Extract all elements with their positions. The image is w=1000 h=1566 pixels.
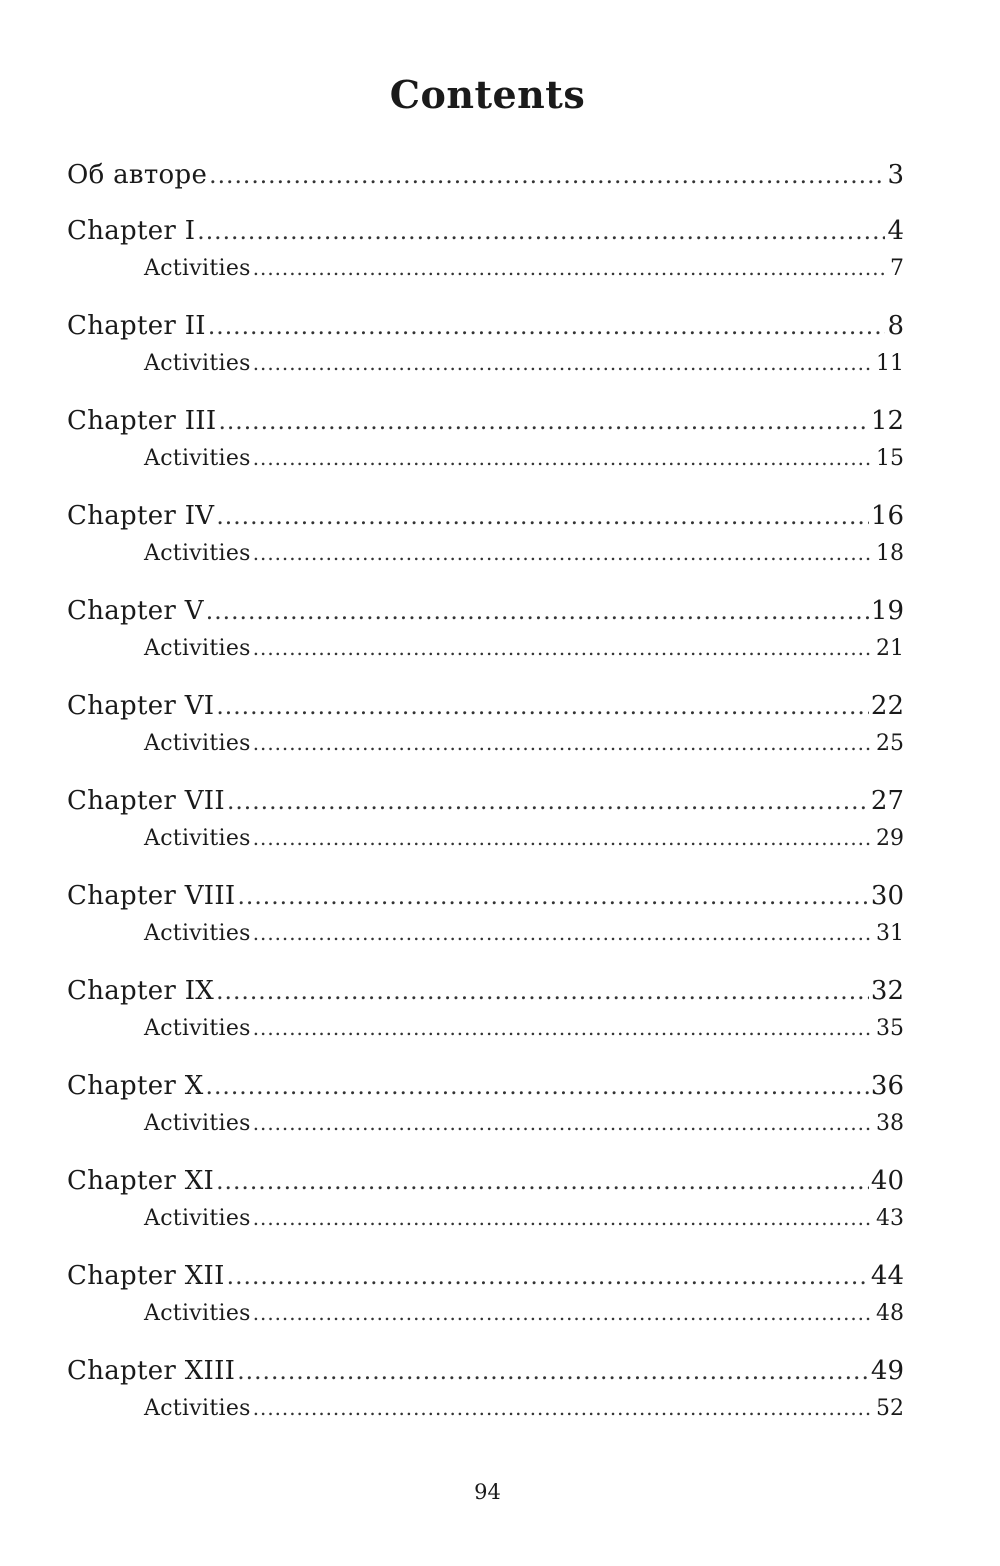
toc-subentry-label: Activities [144, 921, 251, 946]
dot-leader [253, 732, 874, 755]
toc-subentry-page-number: 7 [890, 256, 904, 281]
dot-leader [227, 787, 869, 815]
toc-entry[interactable] [67, 311, 904, 351]
toc-subentry[interactable] [67, 1206, 904, 1242]
toc-entry[interactable] [67, 1261, 904, 1301]
toc-subentry[interactable] [67, 1111, 904, 1147]
toc-entry-label: Chapter VI [67, 691, 215, 721]
toc-entry-page-number: 44 [870, 1261, 904, 1291]
toc-entry[interactable] [67, 881, 904, 921]
toc-group [67, 216, 904, 292]
dot-leader [253, 257, 888, 280]
dot-leader [208, 312, 886, 340]
toc-entry-page-number: 30 [870, 881, 904, 911]
dot-leader [253, 827, 874, 850]
dot-leader [206, 1072, 869, 1100]
toc-entry-label: Chapter XII [67, 1261, 225, 1291]
toc-entry-page-number: 16 [870, 501, 904, 531]
toc-entry[interactable] [67, 691, 904, 731]
toc-entry-label: Chapter II [67, 311, 206, 341]
dot-leader [216, 502, 869, 530]
toc-subentry-label: Activities [144, 541, 251, 566]
dot-leader [216, 1167, 869, 1195]
toc-subentry-page-number: 29 [876, 826, 904, 851]
dot-leader [253, 447, 874, 470]
toc-subentry-label: Activities [144, 256, 251, 281]
toc-group [67, 1071, 904, 1147]
toc-entry-page-number: 19 [870, 596, 904, 626]
toc-group [67, 786, 904, 862]
toc-entry[interactable] [67, 501, 904, 541]
toc-entry[interactable] [67, 976, 904, 1016]
toc-group [67, 1356, 904, 1432]
toc-subentry-label: Activities [144, 1396, 251, 1421]
dot-leader [253, 352, 874, 375]
toc-subentry[interactable] [67, 636, 904, 672]
toc-subentry-page-number: 52 [876, 1396, 904, 1421]
toc-entry-label: Chapter I [67, 216, 196, 246]
toc-subentry-page-number: 11 [876, 351, 904, 376]
toc-subentry-page-number: 43 [876, 1206, 904, 1231]
dot-leader [197, 217, 885, 245]
toc-subentry-label: Activities [144, 351, 251, 376]
toc-entry-label: Об авторе [67, 160, 208, 190]
toc-entry-page-number: 22 [870, 691, 904, 721]
toc-entry-page-number: 12 [870, 406, 904, 436]
dot-leader [227, 1262, 869, 1290]
dot-leader [253, 1302, 874, 1325]
toc-entry-page-number: 49 [870, 1356, 904, 1386]
toc-subentry-page-number: 38 [876, 1111, 904, 1136]
toc-group [67, 160, 904, 200]
toc-entry[interactable] [67, 596, 904, 636]
toc-subentry-page-number: 48 [876, 1301, 904, 1326]
toc-entry-label: Chapter IX [67, 976, 215, 1006]
toc-subentry-page-number: 35 [876, 1016, 904, 1041]
toc-entry-label: Chapter III [67, 406, 217, 436]
toc-entry-page-number: 4 [887, 216, 904, 246]
toc-subentry-page-number: 15 [876, 446, 904, 471]
toc-subentry[interactable] [67, 541, 904, 577]
dot-leader [253, 922, 874, 945]
dot-leader [253, 1017, 874, 1040]
toc-entry-page-number: 3 [887, 160, 904, 190]
toc-group [67, 1166, 904, 1242]
table-of-contents [67, 160, 904, 1451]
toc-entry-label: Chapter IV [67, 501, 215, 531]
toc-entry[interactable] [67, 406, 904, 446]
toc-subentry-label: Activities [144, 731, 251, 756]
dot-leader [238, 882, 869, 910]
dot-leader [253, 637, 874, 660]
toc-entry-page-number: 32 [870, 976, 904, 1006]
toc-entry-label: Chapter V [67, 596, 204, 626]
toc-entry-label: Chapter VII [67, 786, 225, 816]
dot-leader [206, 597, 869, 625]
toc-group [67, 406, 904, 482]
dot-leader [253, 1207, 874, 1230]
toc-entry[interactable] [67, 1356, 904, 1396]
toc-subentry-label: Activities [144, 1206, 251, 1231]
toc-subentry-page-number: 18 [876, 541, 904, 566]
toc-subentry[interactable] [67, 1301, 904, 1337]
toc-group [67, 881, 904, 957]
dot-leader [237, 1357, 869, 1385]
toc-group [67, 1261, 904, 1337]
toc-entry[interactable] [67, 160, 904, 200]
dot-leader [216, 977, 869, 1005]
toc-entry-page-number: 36 [870, 1071, 904, 1101]
toc-subentry[interactable] [67, 826, 904, 862]
toc-entry[interactable] [67, 216, 904, 256]
toc-entry-page-number: 40 [870, 1166, 904, 1196]
toc-group [67, 501, 904, 577]
toc-subentry-label: Activities [144, 826, 251, 851]
toc-subentry[interactable] [67, 731, 904, 767]
toc-subentry[interactable] [67, 1016, 904, 1052]
dot-leader [253, 1112, 874, 1135]
toc-subentry[interactable] [67, 351, 904, 387]
toc-entry[interactable] [67, 786, 904, 826]
toc-subentry-label: Activities [144, 1111, 251, 1136]
page-title: Contents [389, 72, 586, 117]
toc-group [67, 976, 904, 1052]
toc-entry[interactable] [67, 1071, 904, 1111]
toc-subentry[interactable] [67, 256, 904, 292]
toc-entry-label: Chapter X [67, 1071, 204, 1101]
toc-group [67, 311, 904, 387]
toc-subentry-label: Activities [144, 1301, 251, 1326]
toc-subentry-page-number: 21 [876, 636, 904, 661]
toc-entry[interactable] [67, 1166, 904, 1206]
toc-subentry-page-number: 31 [876, 921, 904, 946]
dot-leader [253, 1397, 874, 1420]
dot-leader [209, 161, 885, 189]
page-number: 94 [474, 1480, 501, 1504]
toc-subentry-page-number: 25 [876, 731, 904, 756]
toc-subentry-label: Activities [144, 636, 251, 661]
toc-subentry[interactable] [67, 921, 904, 957]
toc-subentry[interactable] [67, 1396, 904, 1432]
toc-entry-label: Chapter XI [67, 1166, 215, 1196]
dot-leader [218, 407, 868, 435]
toc-group [67, 596, 904, 672]
toc-group [67, 691, 904, 767]
toc-subentry-label: Activities [144, 446, 251, 471]
toc-subentry-label: Activities [144, 1016, 251, 1041]
toc-entry-label: Chapter VIII [67, 881, 236, 911]
toc-subentry[interactable] [67, 446, 904, 482]
toc-entry-page-number: 8 [887, 311, 904, 341]
toc-entry-page-number: 27 [870, 786, 904, 816]
toc-entry-label: Chapter XIII [67, 1356, 236, 1386]
dot-leader [253, 542, 874, 565]
dot-leader [216, 692, 869, 720]
